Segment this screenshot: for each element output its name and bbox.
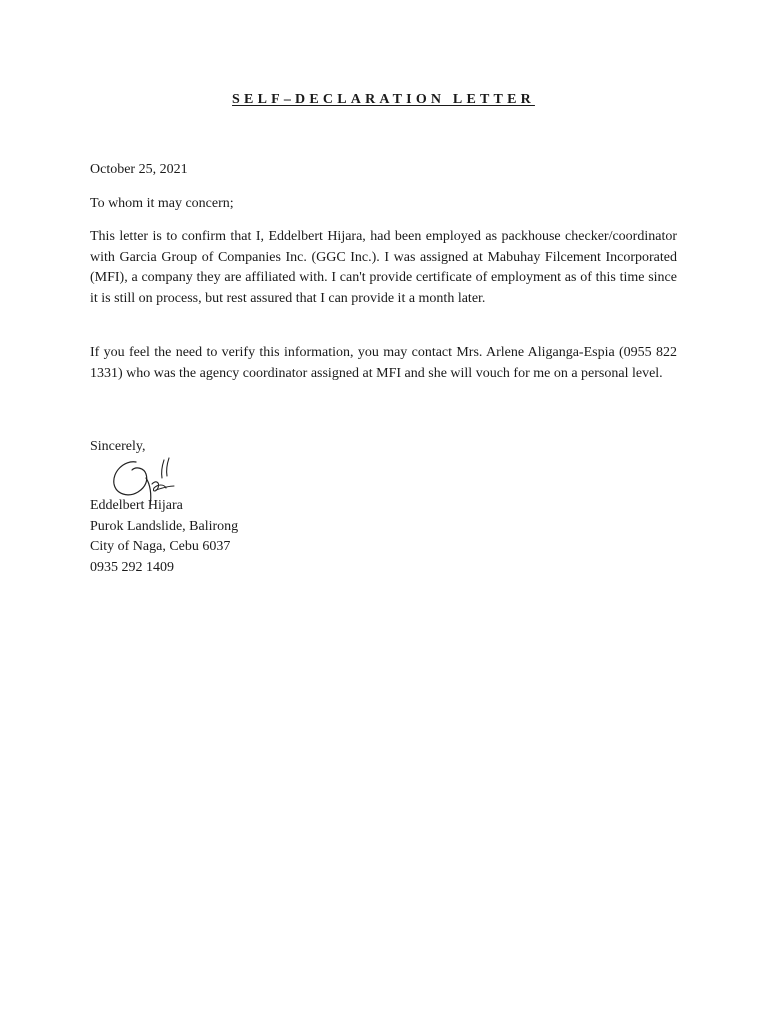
- sender-phone: 0935 292 1409: [90, 559, 174, 575]
- letter-page: [90, 0, 677, 1024]
- letter-date: October 25, 2021: [90, 162, 188, 177]
- sender-address-line-1: Purok Landslide, Balirong: [90, 518, 239, 534]
- sender-block: [90, 496, 238, 578]
- body-paragraph-2: If you feel the need to verify this information, you may contact Mrs. Arlene Aliganga-Espia (0955 822 1331) who was the agency coordinator assigned at MFI and she will vouch for me on a personal level.: [90, 345, 677, 381]
- salutation: To whom it may concern;: [90, 196, 234, 211]
- closing: Sincerely,: [90, 439, 146, 454]
- body-paragraph-1: This letter is to confirm that I, Eddelbert Hijara, had been employed as packhouse checker/coordinator with Garcia Group of Companies Inc. (GGC Inc.). I was assigned at Mabuhay Filcement Incorporated (MFI), a company they are affiliated with. I can't provide certificate of employment as of this time since it is still on process, but rest assured that I can provide it a month later.: [90, 229, 677, 306]
- sender-name: Eddelbert Hijara: [90, 498, 183, 513]
- letter-title: SELF–DECLARATION LETTER: [232, 92, 535, 107]
- sender-address-line-2: City of Naga, Cebu 6037: [90, 539, 231, 554]
